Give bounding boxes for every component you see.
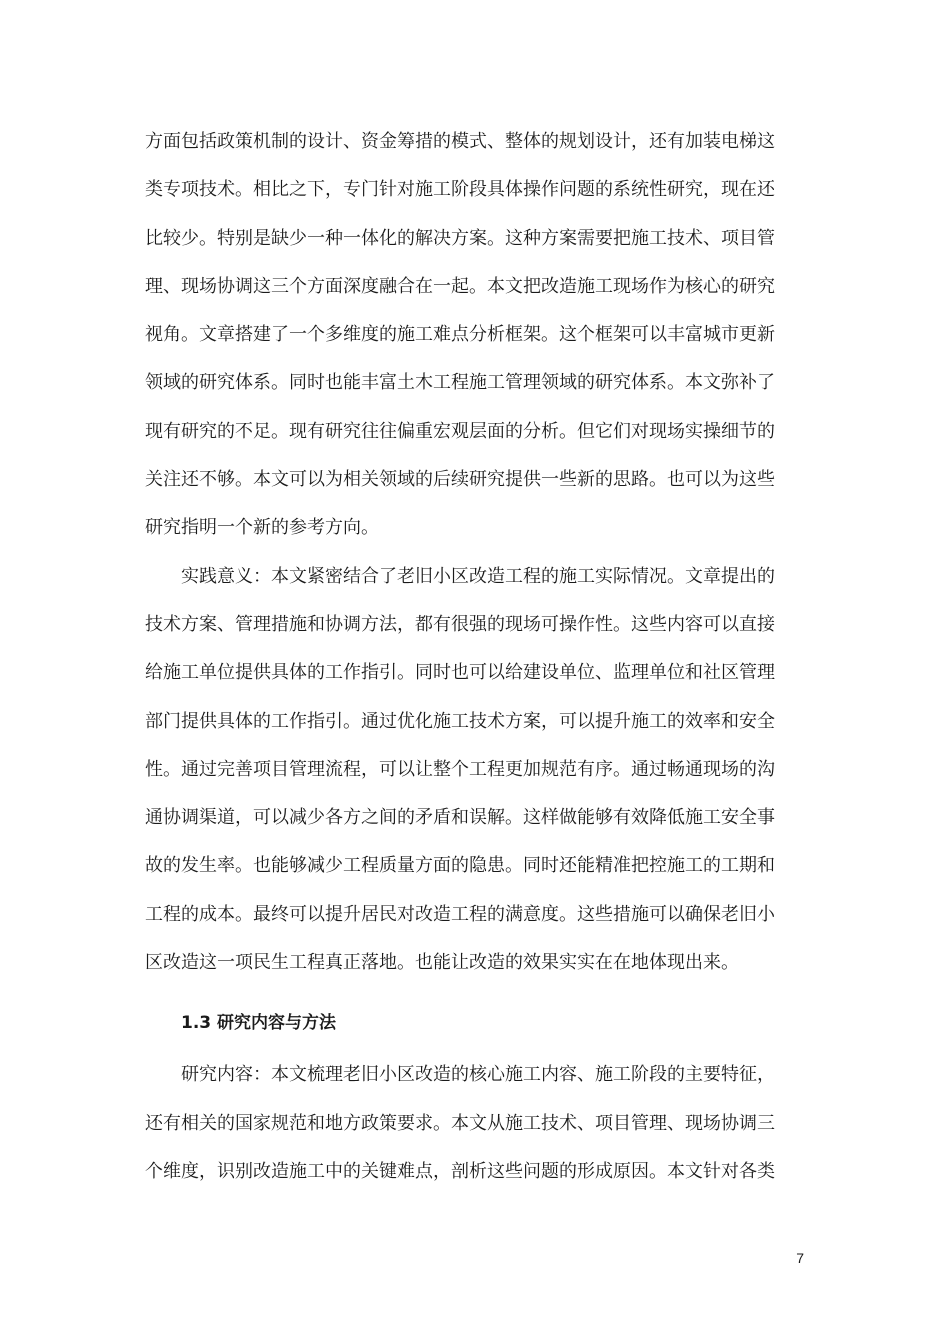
text-line: 研究内容：本文梳理老旧小区改造的核心施工内容、施工阶段的主要特征，	[181, 1064, 775, 1086]
text-line: 视角。文章搭建了一个多维度的施工难点分析框架。这个框架可以丰富城市更新	[145, 324, 775, 346]
text-line: 故的发生率。也能够减少工程质量方面的隐患。同时还能精准把控施工的工期和	[145, 855, 775, 877]
paragraph-research-content	[145, 1051, 807, 1196]
text-line: 技术方案、管理措施和协调方法，都有很强的现场可操作性。这些内容可以直接	[145, 613, 775, 635]
text-line: 研究指明一个新的参考方向。	[145, 517, 379, 539]
text-line: 通协调渠道，可以减少各方之间的矛盾和误解。这样做能够有效降低施工安全事	[145, 807, 775, 829]
text-line: 关注还不够。本文可以为相关领域的后续研究提供一些新的思路。也可以为这些	[145, 469, 775, 491]
text-line: 类专项技术。相比之下，专门针对施工阶段具体操作问题的系统性研究，现在还	[145, 179, 775, 201]
text-line: 实践意义：本文紧密结合了老旧小区改造工程的施工实际情况。文章提出的	[181, 565, 775, 587]
text-line: 给施工单位提供具体的工作指引。同时也可以给建设单位、监理单位和社区管理	[145, 662, 775, 684]
text-line: 现有研究的不足。现有研究往往偏重宏观层面的分析。但它们对现场实操细节的	[145, 420, 775, 442]
text-line: 工程的成本。最终可以提升居民对改造工程的满意度。这些措施可以确保老旧小	[145, 903, 775, 925]
text-line: 性。通过完善项目管理流程，可以让整个工程更加规范有序。通过畅通现场的沟	[145, 758, 775, 780]
text-line: 领域的研究体系。同时也能丰富土木工程施工管理领域的研究体系。本文弥补了	[145, 372, 775, 394]
paragraph-practical-significance	[145, 553, 807, 988]
text-line: 部门提供具体的工作指引。通过优化施工技术方案，可以提升施工的效率和安全	[145, 710, 775, 732]
text-line: 理、现场协调这三个方面深度融合在一起。本文把改造施工现场作为核心的研究	[145, 275, 775, 297]
text-line: 还有相关的国家规范和地方政策要求。本文从施工技术、项目管理、现场协调三	[145, 1112, 775, 1134]
page-content	[145, 118, 807, 1196]
section-heading: 1.3 研究内容与方法	[181, 1013, 337, 1034]
text-line: 方面包括政策机制的设计、资金筹措的模式、整体的规划设计，还有加装电梯这	[145, 131, 775, 152]
paragraph-research-significance-theory	[145, 118, 807, 553]
text-line: 区改造这一项民生工程真正落地。也能让改造的效果实实在在地体现出来。	[145, 952, 739, 974]
text-line: 比较少。特别是缺少一种一体化的解决方案。这种方案需要把施工技术、项目管	[145, 227, 775, 249]
text-line: 个维度，识别改造施工中的关键难点，剖析这些问题的形成原因。本文针对各类	[145, 1160, 775, 1182]
page-number: 7	[796, 1250, 804, 1266]
